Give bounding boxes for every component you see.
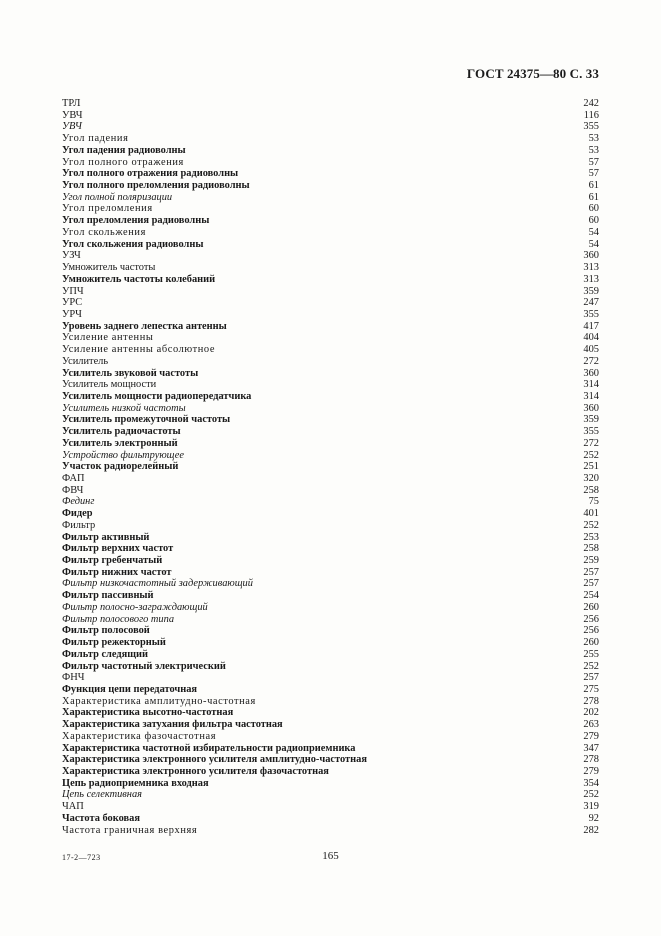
index-entry xyxy=(62,414,599,426)
index-term: Умножитель частоты колебаний xyxy=(62,273,216,285)
index-term: Устройство фильтрующее xyxy=(62,449,185,461)
index-page-ref: 256 xyxy=(583,625,599,637)
index-entry xyxy=(62,696,599,708)
index-term: Умножитель частоты xyxy=(62,262,156,274)
index-term: Фединг xyxy=(62,496,95,508)
index-entry xyxy=(62,180,599,192)
index-entry xyxy=(62,250,599,262)
index-entry xyxy=(62,496,599,508)
index-page-ref: 355 xyxy=(583,121,599,133)
index-term: Цепь радиоприемника входная xyxy=(62,777,209,789)
index-term: Фильтр гребенчатый xyxy=(62,555,163,567)
index-term: Функция цепи передаточная xyxy=(62,683,198,695)
index-term: Фильтр верхних частот xyxy=(62,543,174,555)
index-term: ФНЧ xyxy=(62,672,85,684)
index-entry xyxy=(62,508,599,520)
index-page-ref: 404 xyxy=(583,332,599,344)
index-entry xyxy=(62,286,599,298)
index-entry xyxy=(62,801,599,813)
index-entry xyxy=(62,743,599,755)
index-term: Усилитель xyxy=(62,355,109,367)
index-term: УРС xyxy=(62,297,83,309)
index-entry xyxy=(62,403,599,415)
index-entry xyxy=(62,274,599,286)
index-term: Участок радиорелейный xyxy=(62,461,179,473)
index-term: УЗЧ xyxy=(62,250,81,262)
index-term: Фильтр xyxy=(62,519,96,531)
index-entry xyxy=(62,473,599,485)
index-page-ref: 319 xyxy=(583,801,599,813)
index-entry xyxy=(62,356,599,368)
index-term: Частота граничная верхняя xyxy=(62,824,198,836)
index-page-ref: 263 xyxy=(583,719,599,731)
index-entry xyxy=(62,368,599,380)
index-entry xyxy=(62,520,599,532)
index-term: Характеристика затухания фильтра частотная xyxy=(62,719,283,731)
index-term: Усиление антенны xyxy=(62,332,154,344)
index-page-ref: 57 xyxy=(588,168,599,180)
index-page-ref: 202 xyxy=(583,707,599,719)
index-page-ref: 320 xyxy=(583,473,599,484)
index-page-ref: 355 xyxy=(583,308,599,320)
index-entry xyxy=(62,661,599,673)
index-page-ref: 75 xyxy=(588,496,599,508)
index-page-ref: 54 xyxy=(588,238,599,250)
index-page-ref: 53 xyxy=(588,144,599,156)
index-page-ref: 360 xyxy=(583,402,599,414)
index-page-ref: 252 xyxy=(583,449,599,461)
index-page-ref: 354 xyxy=(583,777,599,789)
index-term: Угол падения xyxy=(62,133,129,145)
index-entry xyxy=(62,567,599,579)
index-page-ref: 360 xyxy=(583,250,599,262)
index-entry xyxy=(62,344,599,356)
index-term: Угол полного отражения радиоволны xyxy=(62,168,239,180)
index-entry xyxy=(62,297,599,309)
index-page-ref: 257 xyxy=(583,566,599,578)
index-term: Характеристика частотной избирательности радиоприемника xyxy=(62,742,356,754)
index-term: Характеристика высотно-частотная xyxy=(62,707,234,719)
page-number: 165 xyxy=(322,850,339,862)
index-entry xyxy=(62,625,599,637)
index-term: Усилитель звуковой частоты xyxy=(62,367,199,379)
index-page-ref: 60 xyxy=(588,215,599,227)
index-entry xyxy=(62,426,599,438)
index-term: ТРЛ xyxy=(62,98,81,109)
index-term: ФАП xyxy=(62,473,85,484)
index-term: Усилитель электронный xyxy=(62,437,178,449)
index-term: Угол полного преломления радиоволны xyxy=(62,180,250,192)
index-term: Усилитель радиочастоты xyxy=(62,426,181,438)
index-page-ref: 279 xyxy=(583,765,599,777)
index-entry xyxy=(62,450,599,462)
index-page-ref: 260 xyxy=(583,601,599,613)
index-page-ref: 116 xyxy=(583,109,599,121)
index-page-ref: 275 xyxy=(583,683,599,695)
index-page-ref: 252 xyxy=(583,519,599,531)
index-term: УВЧ xyxy=(62,121,82,133)
index-entry xyxy=(62,215,599,227)
index-entry xyxy=(62,157,599,169)
index-entry xyxy=(62,168,599,180)
index-term: Характеристика электронного усилителя амплитудно-частотная xyxy=(62,754,367,766)
index-term: Фильтр режекторный xyxy=(62,637,166,649)
index-page-ref: 254 xyxy=(583,590,599,602)
index-entry xyxy=(62,133,599,145)
index-page-ref: 417 xyxy=(583,320,599,332)
index-entry xyxy=(62,192,599,204)
index-entry xyxy=(62,461,599,473)
index-term: Фильтр полосно-заграждающий xyxy=(62,601,208,613)
index-page-ref: 260 xyxy=(583,637,599,649)
index-page-ref: 359 xyxy=(583,414,599,426)
index-entry xyxy=(62,543,599,555)
index-term: Частота боковая xyxy=(62,812,140,824)
index-page-ref: 314 xyxy=(583,390,599,402)
index-page-ref: 360 xyxy=(583,367,599,379)
index-page-ref: 253 xyxy=(583,531,599,543)
index-term: УВЧ xyxy=(62,109,83,121)
index-page-ref: 401 xyxy=(583,508,599,520)
index-page-ref: 347 xyxy=(583,742,599,754)
index-entry xyxy=(62,754,599,766)
index-term: ЧАП xyxy=(62,801,84,813)
index-term: Угол полного отражения xyxy=(62,156,184,168)
index-entry xyxy=(62,309,599,321)
index-term: Усилитель мощности радиопередатчика xyxy=(62,390,252,402)
index-term: УРЧ xyxy=(62,308,82,320)
index-entry xyxy=(62,825,599,837)
index-entry xyxy=(62,672,599,684)
index-page-ref: 92 xyxy=(588,812,599,824)
index-term: Характеристика электронного усилителя фазочастотная xyxy=(62,765,329,777)
index-page-ref: 258 xyxy=(583,543,599,555)
index-entry xyxy=(62,813,599,825)
index-term: Угол преломления xyxy=(62,203,153,215)
index-entry xyxy=(62,719,599,731)
index-term: Угол падения радиоволны xyxy=(62,144,186,156)
index-term: Цепь селективная xyxy=(62,789,142,801)
index-entry xyxy=(62,121,599,133)
index-entry xyxy=(62,731,599,743)
index-page-ref: 255 xyxy=(583,648,599,660)
index-entry xyxy=(62,684,599,696)
index-entry xyxy=(62,707,599,719)
index-page-ref: 256 xyxy=(583,613,599,625)
index-term: Фильтр следящий xyxy=(62,648,148,660)
index-entry xyxy=(62,532,599,544)
index-term: Фильтр низкочастотный задерживающий xyxy=(62,578,253,590)
index-page-ref: 278 xyxy=(583,754,599,766)
index-page-ref: 272 xyxy=(583,437,599,449)
index-page-ref: 57 xyxy=(588,156,599,168)
index-page-ref: 359 xyxy=(583,285,599,297)
index-term: Угол полной поляризации xyxy=(62,191,173,203)
index-page-ref: 272 xyxy=(583,355,599,367)
index-page-ref: 257 xyxy=(583,578,599,590)
index-page-ref: 258 xyxy=(583,484,599,496)
index-term: Фильтр активный xyxy=(62,531,150,543)
index-entry xyxy=(62,227,599,239)
index-entry xyxy=(62,789,599,801)
index-page-ref: 355 xyxy=(583,426,599,438)
index-term: Угол скольжения xyxy=(62,226,146,238)
index-entry xyxy=(62,649,599,661)
index-term: Уровень заднего лепестка антенны xyxy=(62,320,227,332)
index-page-ref: 314 xyxy=(583,379,599,391)
index-entry xyxy=(62,262,599,274)
index-entry xyxy=(62,778,599,790)
index-entry xyxy=(62,578,599,590)
index-term: ФВЧ xyxy=(62,484,84,496)
index-entry xyxy=(62,485,599,497)
index-term: Усилитель мощности xyxy=(62,379,157,391)
index-entry xyxy=(62,614,599,626)
index-term: Фильтр частотный электрический xyxy=(62,660,226,672)
alphabetical-index-list xyxy=(62,98,599,836)
index-entry xyxy=(62,438,599,450)
page-header-title: ГОСТ 24375—80 С. 33 xyxy=(466,66,599,81)
print-code: 17-2—723 xyxy=(62,853,101,862)
index-entry xyxy=(62,766,599,778)
index-term: Угол скольжения радиоволны xyxy=(62,238,204,250)
index-term: Фидер xyxy=(62,508,93,520)
index-page-ref: 313 xyxy=(583,273,599,285)
index-page-ref: 252 xyxy=(583,789,599,801)
index-term: Фильтр нижних частот xyxy=(62,566,172,578)
index-term: Характеристика амплитудно-частотная xyxy=(62,695,256,707)
index-entry xyxy=(62,379,599,391)
index-entry xyxy=(62,98,599,110)
index-term: Усиление антенны абсолютное xyxy=(62,344,216,356)
index-page-ref: 257 xyxy=(583,672,599,684)
index-term: Усилитель низкой частоты xyxy=(62,402,186,414)
index-entry xyxy=(62,332,599,344)
index-page-ref: 279 xyxy=(583,730,599,742)
index-entry xyxy=(62,239,599,251)
index-term: УПЧ xyxy=(62,285,84,297)
index-term: Усилитель промежуточной частоты xyxy=(62,414,231,426)
index-term: Угол преломления радиоволны xyxy=(62,215,210,227)
index-page-ref: 252 xyxy=(583,660,599,672)
index-page-ref: 247 xyxy=(583,297,599,309)
index-page-ref: 53 xyxy=(588,133,599,145)
index-page-ref: 259 xyxy=(583,555,599,567)
index-entry xyxy=(62,203,599,215)
index-page-ref: 313 xyxy=(583,262,599,274)
index-page-ref: 242 xyxy=(583,98,599,109)
index-entry xyxy=(62,145,599,157)
index-page-ref: 60 xyxy=(588,203,599,215)
index-entry xyxy=(62,110,599,122)
index-entry xyxy=(62,321,599,333)
index-entry xyxy=(62,391,599,403)
index-entry xyxy=(62,637,599,649)
index-term: Фильтр полосового типа xyxy=(62,613,175,625)
index-page-ref: 251 xyxy=(583,461,599,473)
index-page-ref: 282 xyxy=(583,824,599,836)
index-page-ref: 278 xyxy=(583,695,599,707)
index-term: Характеристика фазочастотная xyxy=(62,730,217,742)
index-term: Фильтр полосовой xyxy=(62,625,150,637)
index-page-ref: 61 xyxy=(588,191,599,203)
index-entry xyxy=(62,555,599,567)
index-page-ref: 405 xyxy=(583,344,599,356)
index-term: Фильтр пассивный xyxy=(62,590,154,602)
index-page-ref: 54 xyxy=(588,226,599,238)
index-page-ref: 61 xyxy=(588,180,599,192)
index-entry xyxy=(62,590,599,602)
index-entry xyxy=(62,602,599,614)
